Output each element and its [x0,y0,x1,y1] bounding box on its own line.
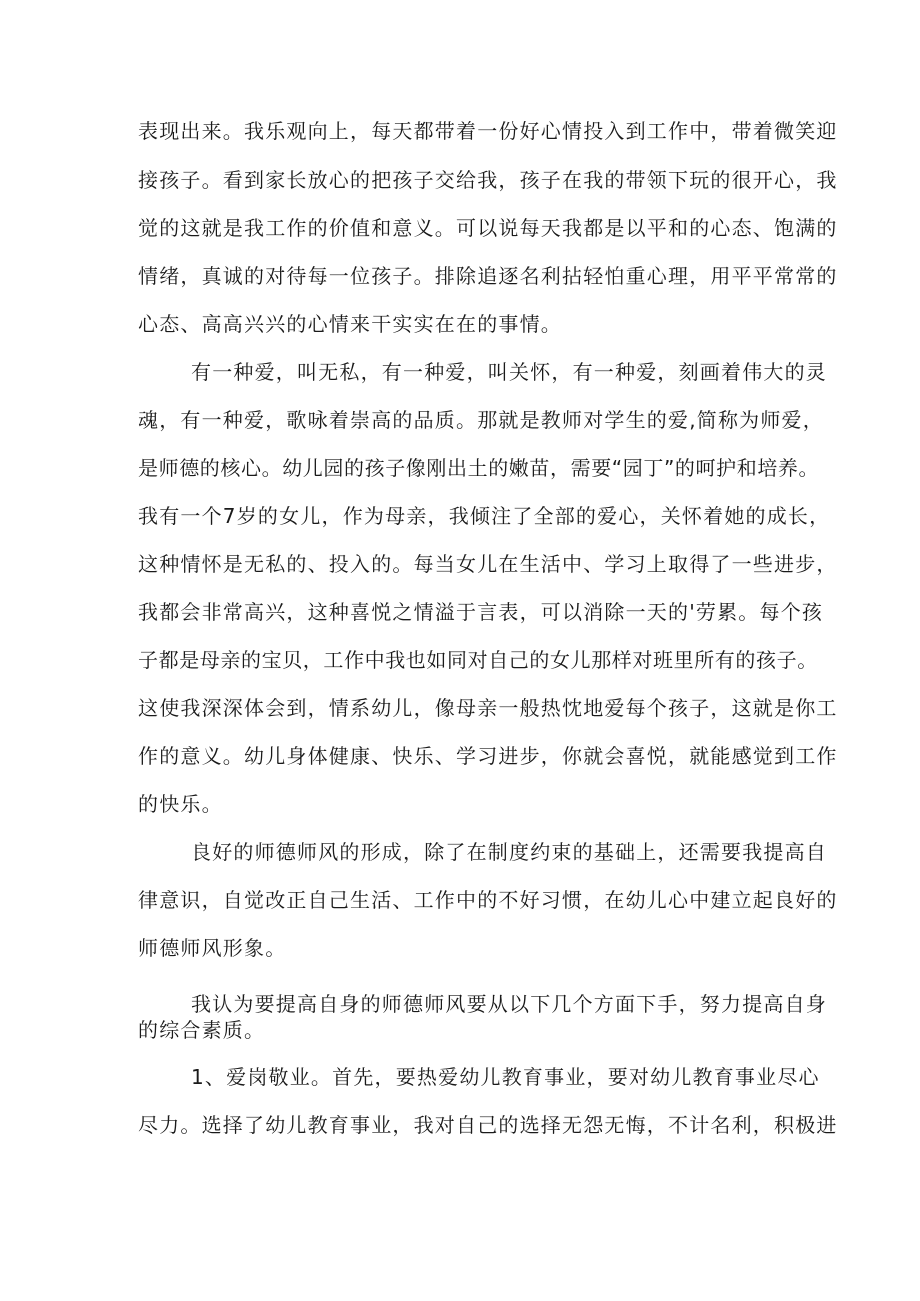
p1-line-5: 心态、高高兴兴的心情来干实实在在的事情。 [138,312,562,336]
p4-line-1: 我认为要提高自身的师德师风要从以下几个方面下手，努力提高自身 [191,992,827,1016]
p3-line-1: 良好的师德师风的形成，除了在制度约束的基础上，还需要我提高自 [191,840,827,864]
p2-line-9: 作的意义。幼儿身体健康、快乐、学习进步，你就会喜悦，就能感觉到工作 [138,744,838,768]
p2-line-6: 我都会非常高兴，这种喜悦之情溢于言表，可以消除一天的'劳累。每个孩 [138,600,824,624]
p4-line-2: 的综合素质。 [138,1018,266,1042]
p3-line-2: 律意识，自觉改正自己生活、工作中的不好习惯，在幼儿心中建立起良好的 [138,888,838,912]
p2-line-8: 这使我深深体会到，情系幼儿，像母亲一般热忱地爱每个孩子，这就是你工 [138,696,838,720]
p2-line-7: 子都是母亲的宝贝，工作中我也如同对自己的女儿那样对班里所有的孩子。 [138,648,818,672]
p1-line-4: 情绪，真诚的对待每一位孩子。排除追逐名利拈轻怕重心理，用平平常常的 [138,264,838,288]
p1-line-2: 接孩子。看到家长放心的把孩子交给我，孩子在我的带领下玩的很开心，我 [138,168,838,192]
p5-line-2: 尽力。选择了幼儿教育事业，我对自己的选择无怨无悔，不计名利，积极进 [138,1113,838,1137]
p2-line-1: 有一种爱，叫无私，有一种爱，叫关怀，有一种爱，刻画着伟大的灵 [191,360,827,384]
p2-line-10: 的快乐。 [138,792,223,816]
p5-line-1: 1、爱岗敬业。首先，要热爱幼儿教育事业，要对幼儿教育事业尽心 [191,1065,820,1089]
p1-line-1: 表现出来。我乐观向上，每天都带着一份好心情投入到工作中，带着微笑迎 [138,119,838,143]
p2-line-3: 是师德的核心。幼儿园的孩子像刚出土的嫩苗，需要“园丁”的呵护和培养。 [138,456,820,480]
p1-line-3: 觉的这就是我工作的价值和意义。可以说每天我都是以平和的心态、饱满的 [138,216,838,240]
p2-line-5: 这种情怀是无私的、投入的。每当女儿在生活中、学习上取得了一些进步， [138,552,838,576]
p2-line-4: 我有一个7岁的女儿，作为母亲，我倾注了全部的爱心，关怀着她的成长， [138,504,831,528]
p3-line-3: 师德师风形象。 [138,936,287,960]
p2-line-2: 魂，有一种爱，歌咏着崇高的品质。那就是教师对学生的爱,简称为师爱， [138,408,824,432]
